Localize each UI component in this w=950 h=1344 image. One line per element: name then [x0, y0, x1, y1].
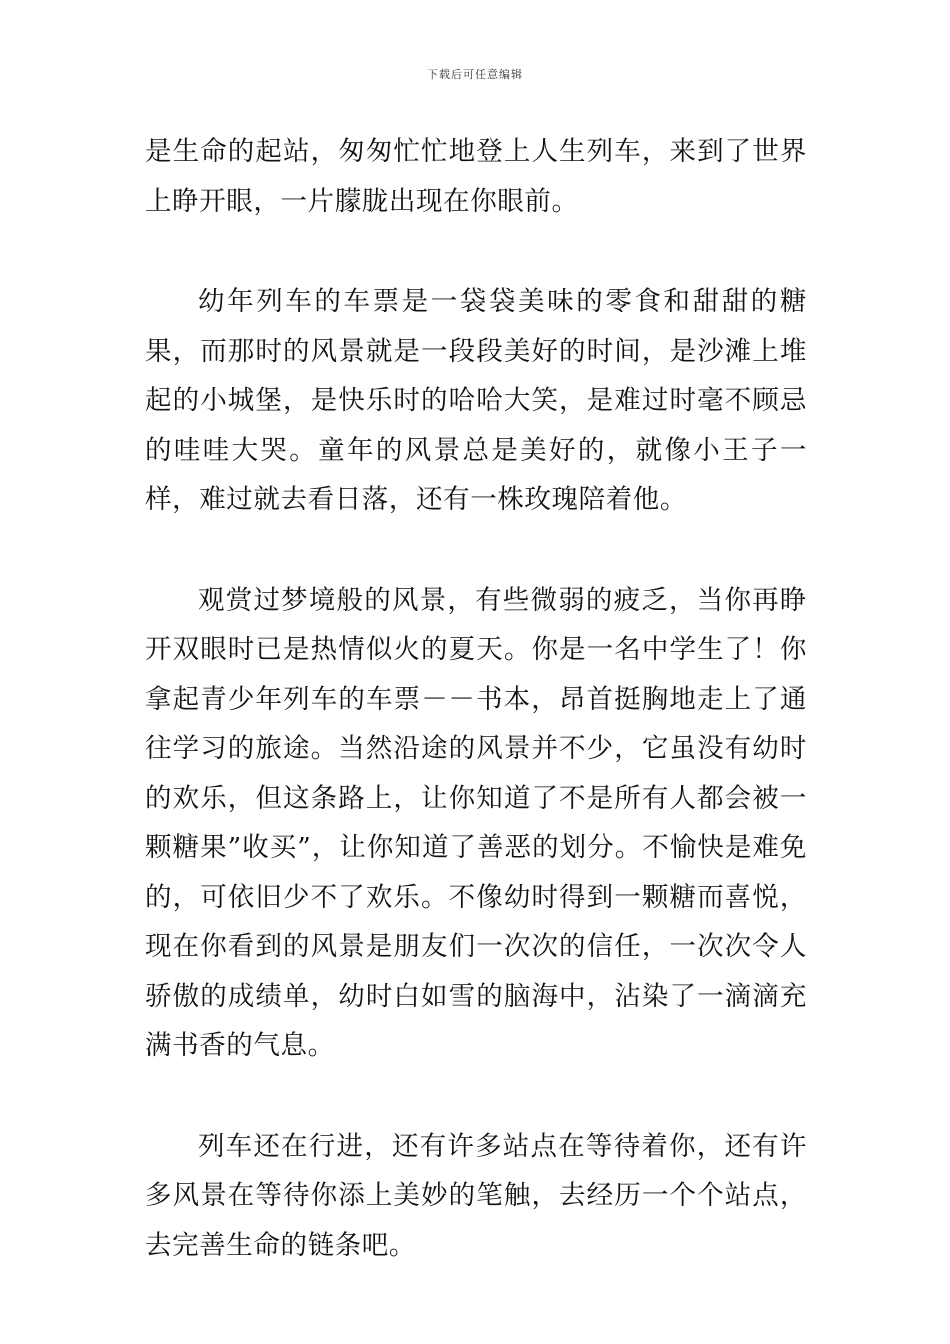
paragraph-3: 观赏过梦境般的风景，有些微弱的疲乏，当你再睁开双眼时已是热情似火的夏天。你是一名中学生了！你拿起青少年列车的车票－－书本，昂首挺胸地走上了通往学习的旅途。当然沿途的风景并不少，它虽没有幼时的欢乐，但这条路上，让你知道了不是所有人都会被一颗糖果”收买”，让你知道了善恶的划分。不愉快是难免的，可依旧少不了欢乐。不像幼时得到一颗糖而喜悦，现在你看到的风景是朋友们一次次的信任，一次次令人骄傲的成绩单，幼时白如雪的脑海中，沾染了一滴滴充满书香的气息。: [145, 584, 807, 1061]
paragraph-4: 列车还在行进，还有许多站点在等待着你，还有许多风景在等待你添上美妙的笔触，去经历一个个站点，去完善生命的链条吧。: [145, 1130, 807, 1261]
document-body: [145, 127, 807, 1270]
paragraph-1: 是生命的起站，匆匆忙忙地登上人生列车，来到了世界上睁开眼，一片朦胧出现在你眼前。: [145, 136, 807, 217]
header-note: 下载后可任意编辑: [427, 68, 523, 81]
paragraph-2: 幼年列车的车票是一袋袋美味的零食和甜甜的糖果，而那时的风景就是一段段美好的时间，是沙滩上堆起的小城堡，是快乐时的哈哈大笑，是难过时毫不顾忌的哇哇大哭。童年的风景总是美好的，就像小王子一样，难过就去看日落，还有一株玫瑰陪着他。: [145, 286, 807, 515]
